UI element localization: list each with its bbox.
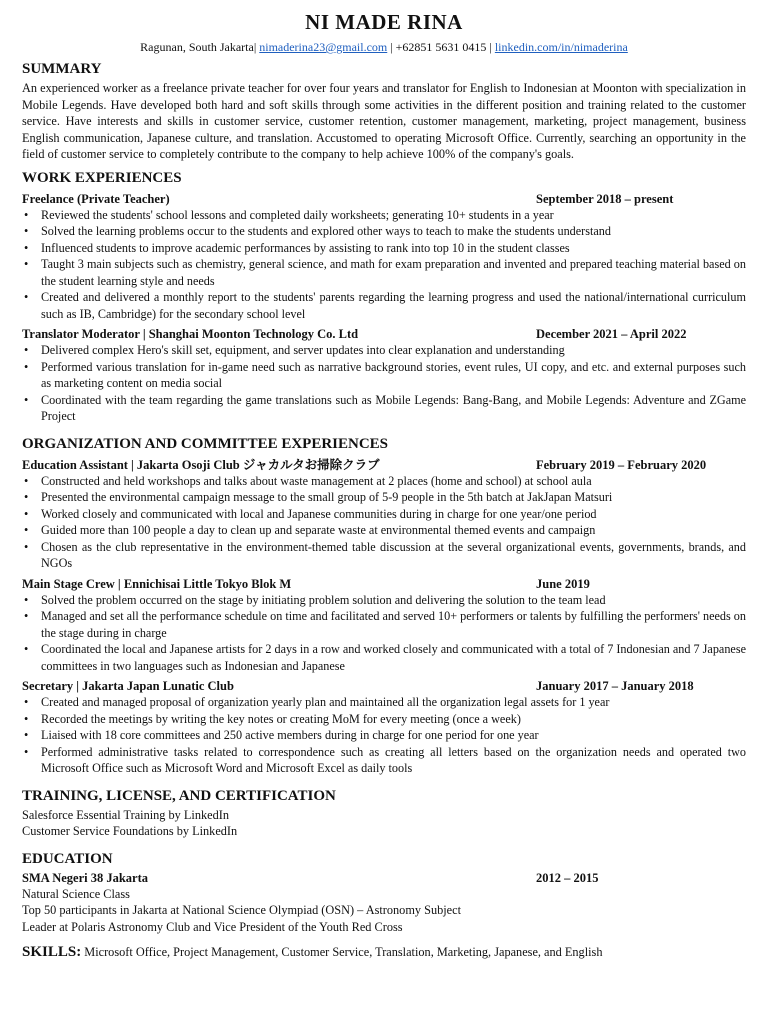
- bullet-item: • Constructed and held workshops and talks about waste management at 2 places (home and school) at school aula: [22, 473, 746, 490]
- work-heading: WORK EXPERIENCES: [22, 169, 182, 186]
- education-heading: EDUCATION: [22, 850, 113, 867]
- job-title: Main Stage Crew | Ennichisai Little Tokyo Blok M: [22, 576, 292, 591]
- separator: |: [390, 40, 396, 54]
- job-title: Secretary | Jakarta Japan Lunatic Club: [22, 679, 234, 693]
- skills-line: [22, 943, 746, 961]
- summary-heading: SUMMARY: [22, 61, 102, 77]
- bullet-item: • Created and delivered a monthly report to the students' parents regarding the learning progress and used the national/international curriculum such as IB, Cambridge) for the secondary school level: [22, 289, 746, 322]
- bullet-item: • Guided more than 100 people a day to clean up and separate waste at environmental themed events and campaign: [22, 522, 746, 539]
- section-spacer: [22, 425, 746, 431]
- email-link[interactable]: nimaderina23@gmail.com: [259, 40, 388, 54]
- org-heading: ORGANIZATION AND COMMITTEE EXPERIENCES: [22, 435, 389, 452]
- section-spacer: [22, 840, 746, 846]
- bullet-item: • Delivered complex Hero's skill set, equipment, and server updates into clear explanation and understanding: [22, 342, 746, 359]
- job-bullets: [22, 342, 746, 425]
- location-text: Ragunan, South Jakarta: [140, 40, 254, 54]
- phone-text: +62851 5631 0415: [395, 40, 487, 54]
- job-header: [22, 678, 746, 694]
- job-title: Translator Moderator | Shanghai Moonton Technology Co. Ltd: [22, 327, 359, 341]
- skills-label: SKILLS:: [22, 944, 82, 960]
- job-header: [22, 191, 746, 207]
- bullet-item: • Created and managed proposal of organization yearly plan and maintained all the organization legal assets for 1 year: [22, 694, 746, 711]
- bullet-item: • Managed and set all the performance schedule on time and facilitated and served 10+ performers or talents by fulfilling the performers' needs on the stage during in charge: [22, 608, 746, 641]
- candidate-name: NI MADE RINA: [305, 10, 463, 34]
- org-job: [22, 576, 746, 675]
- bullet-item: • Coordinated with the team regarding the game translations such as Mobile Legends: Bang-Bang, and Mobile Legends: Adventure and ZGame Project: [22, 392, 746, 425]
- education-line: Leader at Polaris Astronomy Club and Vice President of the Youth Red Cross: [22, 919, 403, 934]
- bullet-item: • Chosen as the club representative in the environment-themed table discussion at the several organizational events, governments, brands, and NGOs: [22, 539, 746, 572]
- org-job: [22, 457, 746, 572]
- skills-text: Microsoft Office, Project Management, Customer Service, Translation, Marketing, Japanese, and English: [84, 945, 603, 959]
- training-item: Salesforce Essential Training by LinkedIn: [22, 807, 229, 822]
- job-bullets: [22, 592, 746, 675]
- job-title: Education Assistant | Jakarta Osoji Club ジャカルタお掃除クラブ: [22, 457, 380, 472]
- bullet-item: • Liaised with 18 core committees and 250 active members during in charge for one period for one year: [22, 727, 746, 744]
- work-job: [22, 326, 746, 425]
- bullet-item: • Worked closely and communicated with local and Japanese communities during in charge for one year/one period: [22, 506, 746, 523]
- training-item: Customer Service Foundations by LinkedIn: [22, 824, 238, 838]
- job-header: [22, 326, 746, 342]
- bullet-item: • Coordinated the local and Japanese artists for 2 days in a row and worked closely and communicated with a total of 7 Indonesian and 7 Japanese committees in two languages such as Indonesian and Japanese: [22, 641, 746, 674]
- training-heading: TRAINING, LICENSE, AND CERTIFICATION: [22, 787, 336, 804]
- job-header: [22, 457, 746, 473]
- bullet-item: • Taught 3 main subjects such as chemistry, general science, and math for exam preparation and invented and prepared teaching material based on the student learning style and needs: [22, 256, 746, 289]
- bullet-item: • Solved the problem occurred on the stage by initiating problem solution and delivering the solution to the team lead: [22, 592, 746, 609]
- school-name: SMA Negeri 38 Jakarta: [22, 870, 149, 885]
- job-bullets: [22, 473, 746, 572]
- bullet-item: • Presented the environmental campaign message to the small group of 5-9 people in the 5th batch at JakJapan Matsuri: [22, 489, 746, 506]
- bullet-item: • Solved the learning problems occur to the students and explored other ways to teach to make the students understand: [22, 223, 746, 240]
- job-date: January 2017 – January 2018: [536, 679, 694, 693]
- job-header: [22, 576, 746, 592]
- job-title: Freelance (Private Teacher): [22, 191, 170, 206]
- work-job: [22, 191, 746, 323]
- contact-line: Ragunan, South Jakarta| nimaderina23@gmail.com | +62851 5631 0415 | linkedin.com/in/nimaderina: [140, 40, 628, 54]
- job-date: September 2018 – present: [536, 191, 674, 206]
- job-bullets: [22, 694, 746, 777]
- bullet-item: • Performed various translation for in-game need such as narrative background stories, event rules, UI copy, and etc. and external purposes such as marketing content on media social: [22, 359, 746, 392]
- education-header: [22, 870, 746, 886]
- job-date: December 2021 – April 2022: [536, 327, 687, 341]
- job-date: February 2019 – February 2020: [536, 457, 707, 472]
- education-line: Natural Science Class: [22, 886, 130, 901]
- separator: |: [486, 40, 495, 54]
- education-date: 2012 – 2015: [536, 870, 599, 885]
- summary-text: An experienced worker as a freelance private teacher for over four years and translator for English to Indonesian at Moonton with specialization in Mobile Legends. Have developed both hard and soft skills through some activities in the different position and training related to the customer service. Have interests and skills in customer service, customer retention, customer management, marketing, project management, business English communication, Japanese culture, and translation. Accustomed to operating Microsoft Office. Currently, searching an opportunity in the field of customer service to completely contribute to the company to help achieve 100% of the company's goals.: [22, 81, 746, 161]
- job-date: June 2019: [536, 576, 590, 591]
- bullet-item: • Influenced students to improve academic performances by assisting to rank into top 10 in the student classes: [22, 240, 746, 257]
- job-bullets: [22, 207, 746, 323]
- education-line: Top 50 participants in Jakarta at National Science Olympiad (OSN) – Astronomy Subject: [22, 903, 462, 917]
- org-job: [22, 678, 746, 777]
- bullet-item: • Reviewed the students' school lessons and completed daily worksheets; generating 10+ students in a year: [22, 207, 746, 224]
- linkedin-link[interactable]: linkedin.com/in/nimaderina: [494, 40, 628, 54]
- bullet-item: • Performed administrative tasks related to correspondence such as creating all letters based on the organization needs and operated two Microsoft Office such as Microsoft Word and Microsoft Excel as daily tools: [22, 744, 746, 777]
- section-spacer: [22, 777, 746, 783]
- bullet-item: • Recorded the meetings by writing the key notes or creating MoM for every meeting (once a week): [22, 711, 746, 728]
